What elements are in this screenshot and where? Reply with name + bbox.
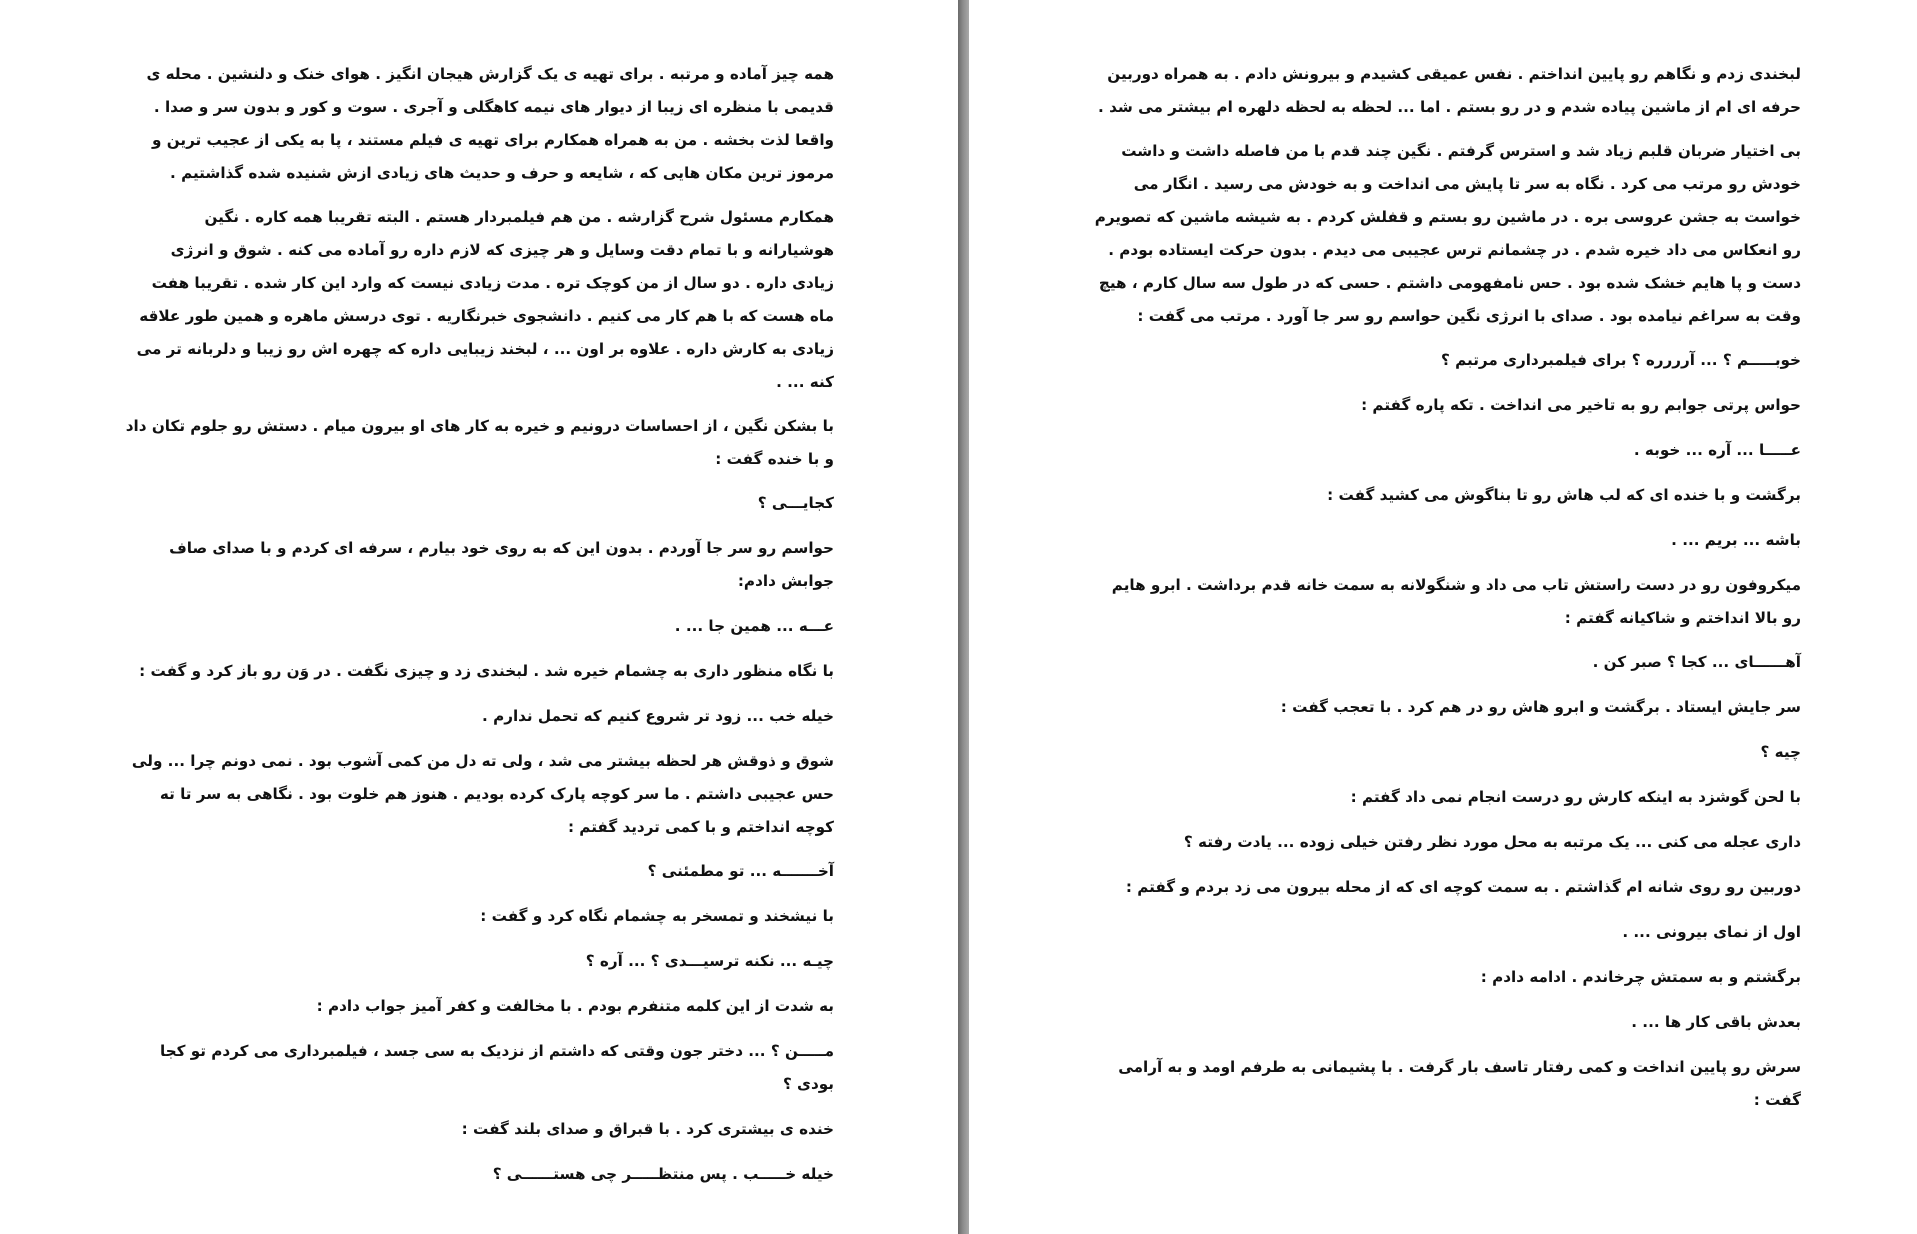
paragraph: با بشکن نگین ، از احساسات درونیم و خیره به کار های او بیرون میام . دستش رو جلوم تکان داد و با خنده گفت : xyxy=(125,417,834,468)
paragraph: لبخندی زدم و نگاهم رو پایین انداختم . نفس عمیقی کشیدم و بیرونش دادم . به همراه دوربین حرفه ای ام از ماشین پیاده شدم و در رو بستم . اما ... لحظه به لحظه دلهره ام بیشتر می شد . xyxy=(1098,65,1801,116)
paragraph: همکارم مسئول شرح گزارشه . من هم فیلمبردار هستم . البته تقریبا همه کاره . نگین هوشیارانه و با تمام دقت وسایل و هر چیزی که لازم داره رو آماده می کنه . شوق و انرژی زیادی داره . دو سال از من کوچک تره . مدت زیادی نیست که وارد این کار شده . تقریبا هفت ماه هست که با هم کار می کنیم . دانشجوی خبرنگاریه . توی درسش ماهره و همین طور علاقه زیادی به کارش داره . علاوه بر اون ... ، لبخند زیبایی داره که چهره اش رو زیبا و دلربانه تر می کنه ... . xyxy=(136,208,834,391)
paragraph: داری عجله می کنی ... یک مرتبه به محل مورد نظر رفتن خیلی زوده ... یادت رفته ؟ xyxy=(1183,833,1801,851)
left-page xyxy=(0,0,958,1234)
paragraph: باشه ... بریم ... . xyxy=(1671,531,1801,549)
paragraph: خوبـــــم ؟ ... آرررره ؟ برای فیلمبرداری مرتبم ؟ xyxy=(1441,351,1801,369)
paragraph: میکروفون رو در دست راستش تاب می داد و شنگولانه به سمت خانه قدم برداشت . ابرو هایم رو بالا انداختم و شاکیانه گفتم : xyxy=(1111,576,1801,627)
paragraph: حواس پرتی جوابم رو به تاخیر می انداخت . تکه پاره گفتم : xyxy=(1361,396,1801,414)
paragraph: چیه ؟ xyxy=(1760,743,1801,761)
right-page xyxy=(969,0,1917,1234)
paragraph: عـــــا ... آره ... خوبه . xyxy=(1633,441,1801,459)
paragraph: اول از نمای بیرونی ... . xyxy=(1622,923,1801,941)
paragraph: برگشتم و به سمتش چرخاندم . ادامه دادم : xyxy=(1480,968,1801,986)
paragraph: بعدش باقی کار ها ... . xyxy=(1631,1013,1801,1031)
paragraph: کجایـــی ؟ xyxy=(757,494,834,512)
paragraph: خیله خب ... زود تر شروع کنیم که تحمل ندارم . xyxy=(482,707,834,725)
paragraph: دوربین رو روی شانه ام گذاشتم . به سمت کوچه ای که از محله بیرون می زد بردم و گفتم : xyxy=(1125,878,1801,896)
page-divider xyxy=(958,0,969,1234)
paragraph: چیـه ... نکنه ترسیـــدی ؟ ... آره ؟ xyxy=(585,952,834,970)
paragraph: بی اختیار ضربان قلبم زیاد شد و استرس گرفتم . نگین چند قدم با من فاصله داشت و داشت خودش رو مرتب می کرد . نگاه به سر تا پایش می انداخت و به خودش می رسید . انگار می خواست به جشن عروسی بره . در ماشین رو بستم و قفلش کردم . به شیشه ماشین که تصویرم رو انعکاس می داد خیره شدم . در چشمانم ترس عجیبی می دیدم . بدون حرکت ایستاده بودم . دست و پا هایم خشک شده بود . حس نامفهومی داشتم . حسی که در طول سه سال کارم ، هیچ وقت به سراغم نیامده بود . صدای با انرژی نگین حواسم رو سر جا آورد . مرتب می گفت : xyxy=(1094,142,1801,325)
paragraph: با نیشخند و تمسخر به چشمام نگاه کرد و گفت : xyxy=(480,907,834,925)
paragraph: عـــه ... همین جا ... . xyxy=(674,617,834,635)
paragraph: خنده ی بیشتری کرد . با قبراق و صدای بلند گفت : xyxy=(461,1120,834,1138)
paragraph: برگشت و با خنده ای که لب هاش رو تا بناگوش می کشید گفت : xyxy=(1327,486,1801,504)
paragraph: به شدت از این کلمه متنفرم بودم . با مخالفت و کفر آمیز جواب دادم : xyxy=(316,997,834,1015)
paragraph: مـــــن ؟ ... دختر جون وقتی که داشتم از نزدیک به سی جسد ، فیلمبرداری می کردم تو کجا بودی ؟ xyxy=(160,1042,834,1093)
paragraph: سرش رو پایین انداخت و کمی رفتار تاسف بار گرفت . با پشیمانی به طرفم اومد و به آرامی گفت : xyxy=(1118,1058,1801,1109)
paragraph: همه چیز آماده و مرتبه . برای تهیه ی یک گزارش هیجان انگیز . هوای خنک و دلنشین . محله ی قدیمی با منظره ای زیبا از دیوار های نیمه کاهگلی و آجری . سوت و کور و بدون سر و صدا . واقعا لذت بخشه . من به همراه همکارم برای تهیه ی فیلم مستند ، پا به یکی از عجیب ترین و مرموز ترین مکان هایی که ، شایعه و حرف و حدیث های زیادی ازش شنیده شده گذاشتیم . xyxy=(146,65,834,182)
paragraph: با لحن گوشزد به اینکه کارش رو درست انجام نمی داد گفتم : xyxy=(1350,788,1801,806)
paragraph: خیله خـــــب . پس منتظـــــر چی هستــــــی ؟ xyxy=(492,1165,834,1183)
right-page-text xyxy=(1089,58,1801,1129)
paragraph: با نگاه منظور داری به چشمام خیره شد . لبخندی زد و چیزی نگفت . در وَن رو باز کرد و گفت : xyxy=(139,662,834,680)
paragraph: آخـــــــه ... تو مطمئنی ؟ xyxy=(647,862,834,880)
left-page-text xyxy=(124,58,834,1203)
paragraph: شوق و ذوقش هر لحظه بیشتر می شد ، ولی ته دل من کمی آشوب بود . نمی دونم چرا ... ولی حس عجیبی داشتم . ما سر کوچه پارک کرده بودیم . هنوز هم خلوت بود . نگاهی به سر تا ته کوچه انداختم و با کمی تردید گفتم : xyxy=(131,752,834,836)
paragraph: حواسم رو سر جا آوردم . بدون این که به روی خود بیارم ، سرفه ای کردم و با صدای صاف جوابش دادم: xyxy=(169,539,834,590)
paragraph: سر جایش ایستاد . برگشت و ابرو هاش رو در هم کرد . با تعجب گفت : xyxy=(1280,698,1801,716)
paragraph: آهــــــای ... کجا ؟ صبر کن . xyxy=(1592,653,1801,671)
